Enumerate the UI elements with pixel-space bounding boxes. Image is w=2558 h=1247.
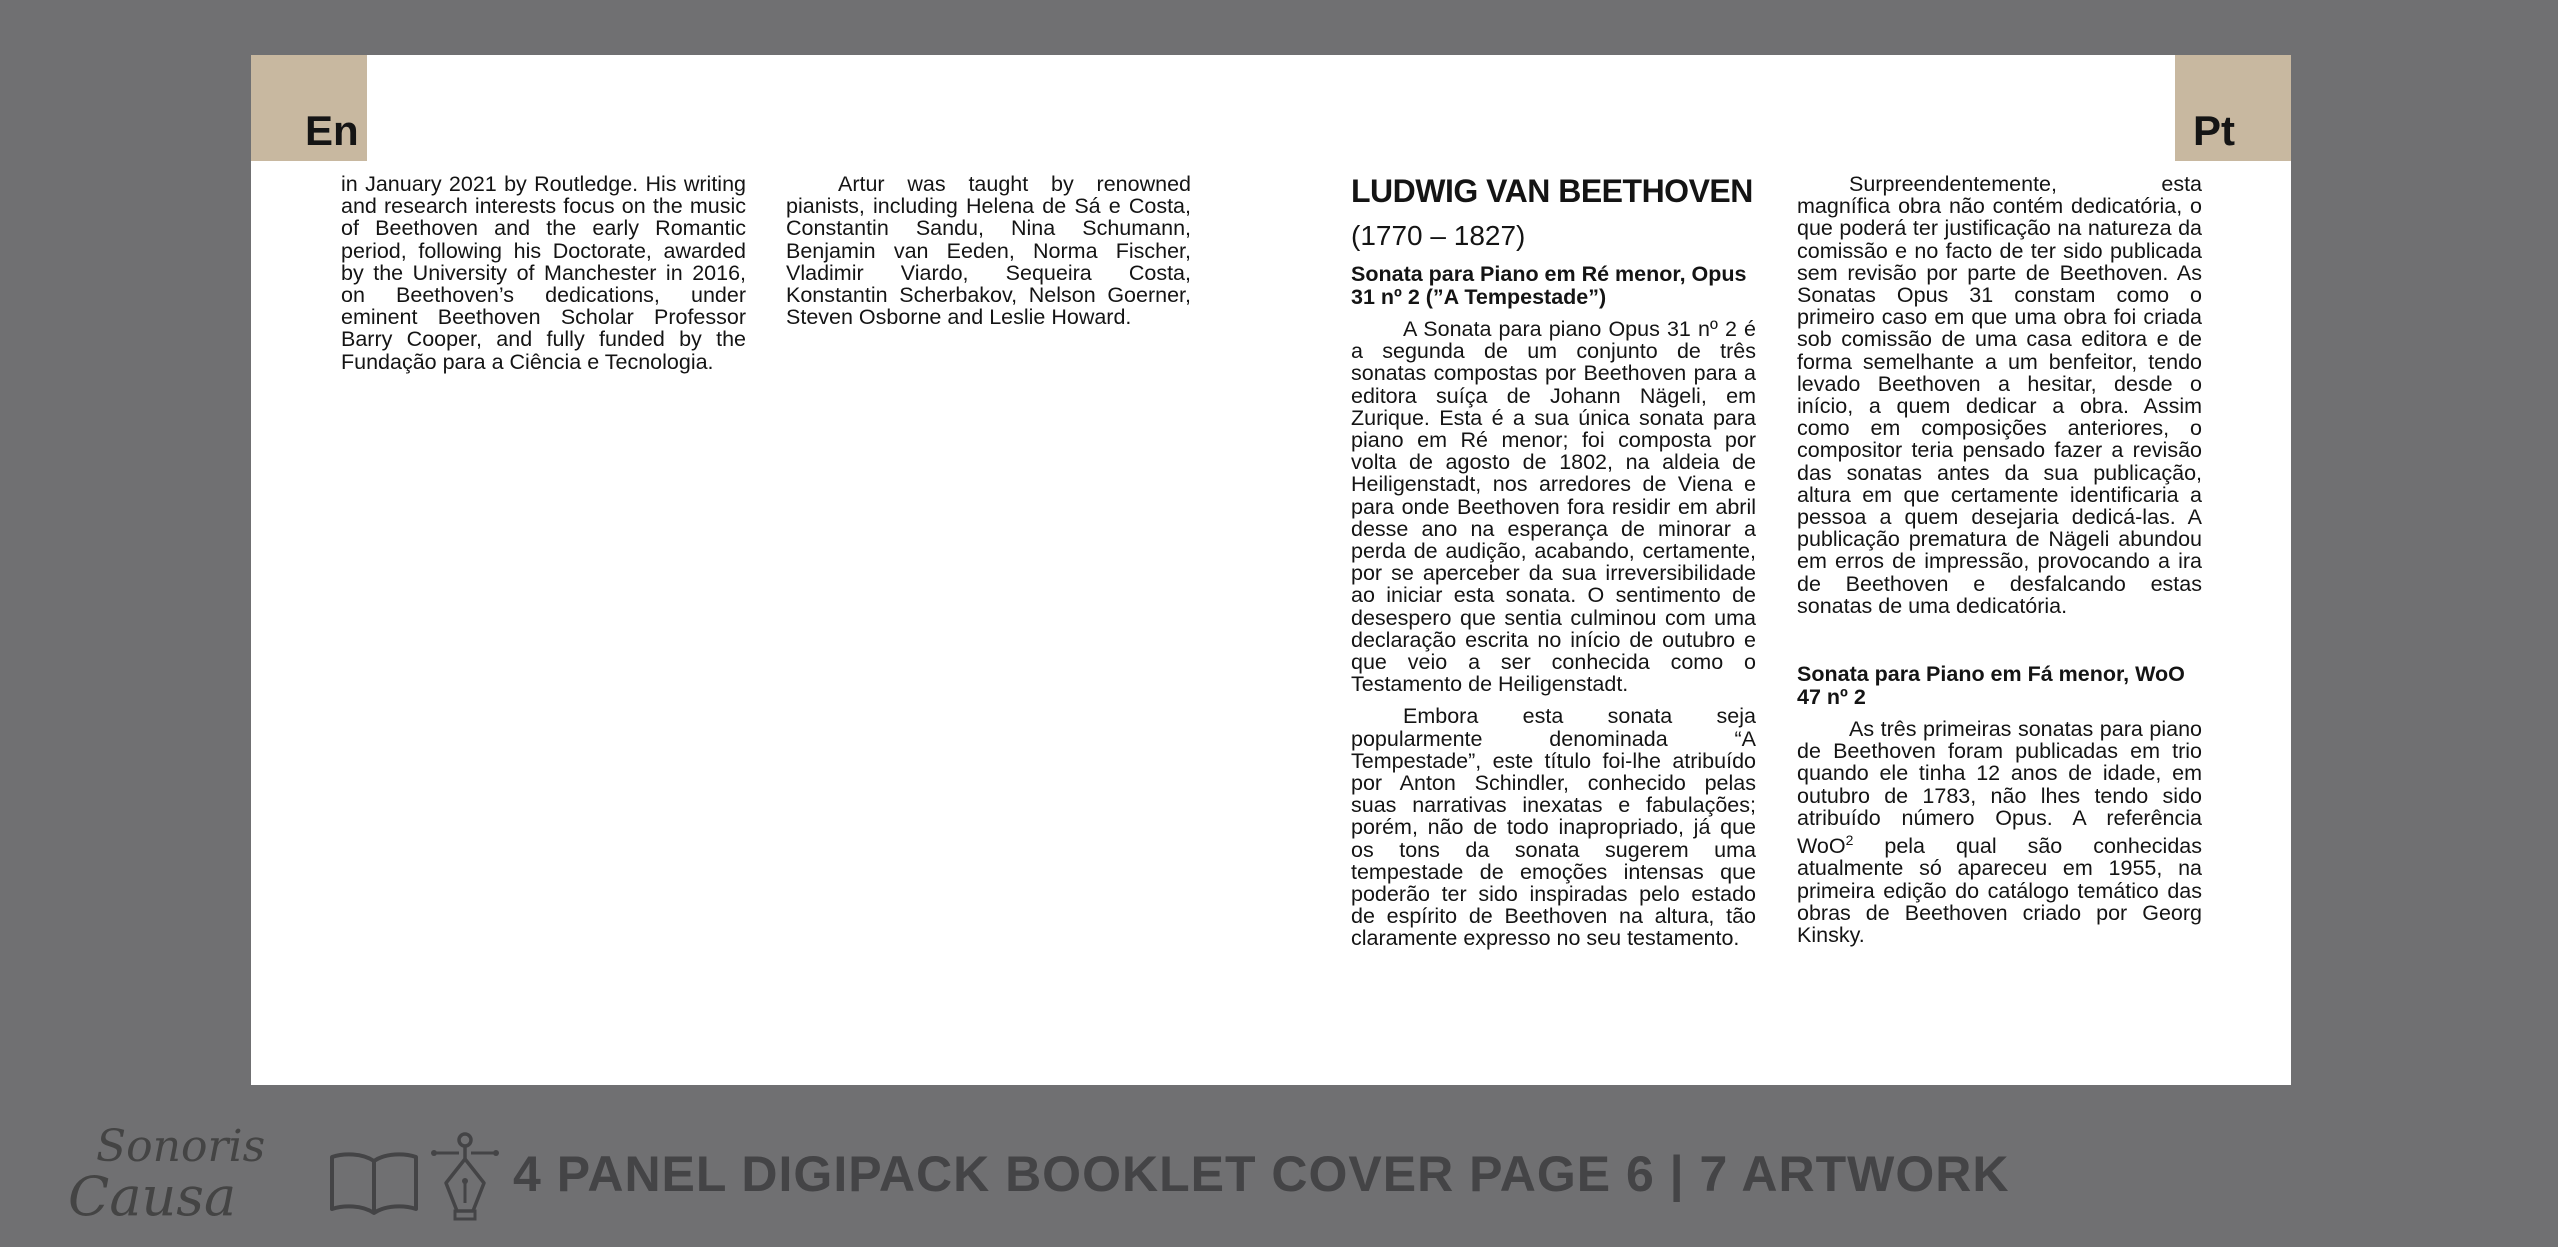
footer-title: 4 PANEL DIGIPACK BOOKLET COVER PAGE 6 | 7 ARTWORK — [513, 1146, 2010, 1202]
portuguese-column-2 — [1797, 173, 2202, 956]
logo-text: Causa — [68, 1165, 237, 1228]
paragraph-text: As três primeiras sonatas para piano de Beethoven foram publicadas em trio quando ele tinha 12 anos de idade, em outubro de 1783, não lhes tendo sido atribuído número Opus. A referência WoO — [1797, 717, 2202, 859]
paragraph-text: pela qual são conhecidas atualmente só apareceu em 1955, na primeira edição do catálogo temático das obras de Beethoven criado por Georg Kinsky. — [1797, 834, 2202, 948]
body-paragraph: A Sonata para piano Opus 31 nº 2 é a segunda de um conjunto de três sonatas compostas por Beethoven para a editora suíça de Johann Nägeli, em Zurique. Esta é a sua única sonata para piano em Ré menor; foi composta por volta de agosto de 1802, na aldeia de Heiligenstadt, nos arredores de Viena e para onde Beethoven fora residir em abril desse ano na esperança de minorar a perda de audição, acabando, certamente, por se aperceber da sua irreversibilidade ao iniciar esta sonata. O sentimento de desespero que sentia culminou com uma declaração escrita no início de outubro e que veio a ser conhecida como o Testamento de Heiligenstadt. — [1351, 317, 1756, 697]
sonata-heading: Sonata para Piano em Fá menor, WoO 47 nº 2 — [1797, 662, 2185, 709]
body-paragraph — [1797, 718, 2202, 946]
english-column-1 — [341, 173, 746, 383]
body-paragraph: Surpreendentemente, esta magnífica obra não contém dedicatória, o que poderá ter justificação na natureza da comissão e no facto de ter sido publicada sem revisão por parte de Beethoven. As Sonatas Opus 31 constam como o primeiro caso em que uma obra foi criada sob comissão de uma casa editora e de forma semelhante a um benfeitor, tendo levado Beethoven a hesitar, desde o início, a quem dedicar a obra. Assim como em composições anteriores, o compositor teria pensado fazer a revisão das sonatas antes da sua publicação, altura em que certamente identificaria a pessoa a quem desejaria dedicá-las. A publicação prematura de Nägeli abundou em erros de impressão, provocando a ira de Beethoven e desfalcando estas sonatas de uma dedicatória. — [1797, 172, 2202, 618]
language-tab-portuguese — [2175, 55, 2291, 161]
body-paragraph: Embora esta sonata seja popularmente denominada “A Tempestade”, este título foi-lhe atribuído por Anton Schindler, conhecido pelas suas narrativas inexatas e fabulações; porém, não de todo inapropriado, já que os tons da sonata sugerem uma tempestade de emoções intensas que poderão ter sido inspiradas pelo estado de espírito de Beethoven na altura, tão claramente expresso no seu testamento. — [1351, 704, 1756, 951]
logo-text: Sonoris — [96, 1121, 266, 1172]
language-tab-label: En — [305, 107, 359, 154]
english-column-2 — [786, 173, 1191, 338]
open-book-icon — [328, 1151, 420, 1217]
sonata-heading: Sonata para Piano em Ré menor, Opus 31 nº 2 (”A Tempestade”) — [1351, 262, 1747, 309]
bio-paragraph: Artur was taught by renowned pianists, including Helena de Sá e Costa, Constantin Sandu, Nina Schumann, Benjamin van Eeden, Norma Fischer, Vladimir Viardo, Sequeira Costa, Konstantin Scherbakov, Nelson Goerner, Steven Osborne and Leslie Howard. — [786, 172, 1191, 330]
composer-name: LUDWIG VAN BEETHOVEN — [1351, 173, 1753, 209]
portuguese-column-1 — [1351, 173, 1756, 960]
booklet-spread — [251, 55, 2291, 1085]
footnote-marker: 2 — [1845, 832, 1854, 849]
composer-years: (1770 – 1827) — [1351, 220, 1526, 251]
footer-bar — [0, 1115, 2558, 1228]
bio-paragraph: in January 2021 by Routledge. His writing and research interests focus on the music of Beethoven and the early Romantic period, following his Doctorate, awarded by the University of Manchester in 2016, on Beethoven’s dedications, under eminent Beethoven Scholar Professor Barry Cooper, and fully funded by the Fundação para a Ciência e Tecnologia. — [341, 172, 746, 374]
pen-nib-icon — [430, 1131, 500, 1221]
language-tab-label: Pt — [2193, 107, 2235, 154]
language-tab-english — [251, 55, 367, 161]
